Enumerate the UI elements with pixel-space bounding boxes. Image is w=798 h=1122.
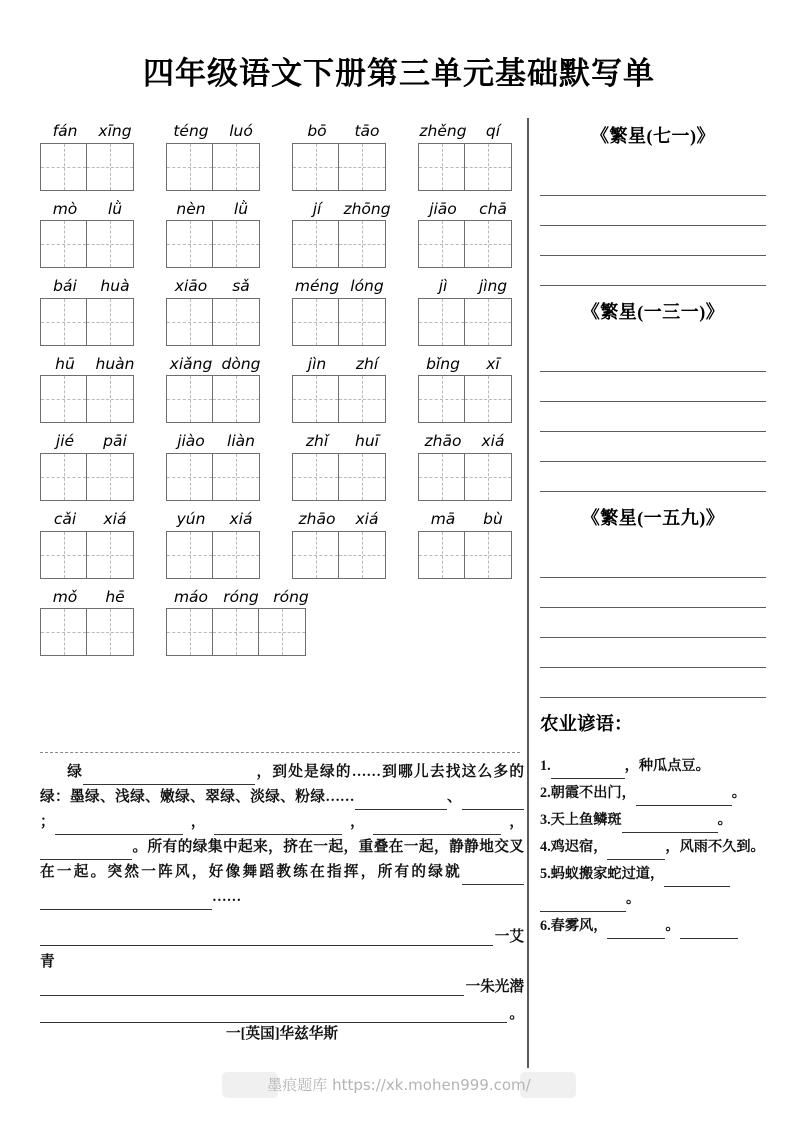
tianzige-boxes[interactable] (40, 531, 134, 579)
attribution-line-1 (40, 925, 524, 946)
word-group (40, 200, 140, 269)
proverb-text: 。 (665, 918, 680, 934)
pinyin-syllable: luó (229, 122, 253, 140)
writing-line[interactable] (540, 342, 766, 372)
poem-title: 《繁星(一五九)》 (581, 508, 725, 528)
word-group (292, 510, 392, 579)
tianzige-boxes[interactable] (292, 220, 386, 268)
tianzige-cell[interactable] (465, 376, 511, 422)
pinyin-syllable: liàn (227, 432, 255, 451)
pinyin-row (40, 588, 520, 657)
tianzige-boxes[interactable] (40, 375, 134, 423)
tianzige-cell[interactable] (259, 609, 305, 655)
pinyin-syllable: jì (438, 277, 448, 296)
tianzige-boxes[interactable] (418, 375, 512, 423)
word-group (40, 355, 140, 424)
tianzige-cell[interactable] (41, 454, 87, 500)
pinyin-syllable: bǐng (426, 354, 460, 373)
tianzige-cell[interactable] (419, 376, 465, 422)
pinyin-syllable: xīng (98, 122, 132, 140)
proverb-number: 6. (540, 918, 551, 934)
fill-blank[interactable] (462, 868, 524, 885)
fill-blank[interactable] (551, 763, 625, 779)
writing-line[interactable] (540, 548, 766, 578)
tianzige-cell[interactable] (293, 144, 339, 190)
tianzige-boxes[interactable] (418, 531, 512, 579)
pinyin-syllable: tāo (354, 122, 380, 140)
pinyin-syllable: chā (479, 199, 507, 218)
tianzige-cell[interactable] (41, 376, 87, 422)
word-group (40, 432, 140, 501)
watermark-text: 墨痕题库 https://xk.mohen999.com/ (267, 1076, 531, 1094)
tianzige-boxes[interactable] (166, 220, 260, 268)
pinyin-syllable: róng (273, 587, 309, 606)
author-name-continued: 青 (40, 954, 55, 970)
pinyin-syllable: xiá (103, 509, 127, 528)
writing-line[interactable] (540, 668, 766, 698)
pinyin-syllable: zhí (355, 354, 379, 373)
proverb-text: 鸡迟宿， (550, 839, 608, 855)
poem-title: 《繁星(七一)》 (591, 126, 715, 146)
tianzige-cell[interactable] (41, 299, 87, 345)
tianzige-cell[interactable] (339, 299, 385, 345)
tianzige-cell[interactable] (213, 609, 259, 655)
word-group (418, 122, 518, 191)
tianzige-cell[interactable] (41, 609, 87, 655)
tianzige-cell[interactable] (293, 454, 339, 500)
proverb-text: ，种瓜点豆。 (624, 758, 710, 774)
pinyin-syllable: zhāo (298, 509, 336, 528)
tianzige-cell[interactable] (167, 609, 213, 655)
tianzige-cell[interactable] (293, 532, 339, 578)
tianzige-cell[interactable] (419, 144, 465, 190)
word-group (418, 277, 518, 346)
word-group (292, 355, 392, 424)
tianzige-cell[interactable] (419, 299, 465, 345)
word-group (40, 277, 140, 346)
tianzige-boxes[interactable] (166, 608, 306, 656)
writing-line[interactable] (540, 226, 766, 256)
writing-lines-group (540, 548, 766, 698)
pinyin-syllable: lóng (350, 277, 384, 296)
tianzige-boxes[interactable] (292, 298, 386, 346)
pinyin-syllable: xiǎng (169, 354, 213, 373)
pinyin-syllable: mǒ (52, 587, 78, 606)
proverb-number: 4. (540, 839, 551, 855)
proverb-item (540, 914, 766, 939)
writing-line[interactable] (540, 608, 766, 638)
tianzige-cell[interactable] (87, 299, 133, 345)
writing-line[interactable] (540, 402, 766, 432)
pinyin-syllable: jiào (177, 432, 205, 451)
pinyin-syllable: bù (483, 509, 503, 528)
writing-line[interactable] (540, 372, 766, 402)
tianzige-boxes[interactable] (40, 608, 134, 656)
tianzige-cell[interactable] (465, 454, 511, 500)
pinyin-syllable: mā (430, 509, 456, 528)
tianzige-cell[interactable] (339, 454, 385, 500)
proverb-text: 。 (731, 785, 746, 801)
proverb-item (540, 862, 766, 912)
pinyin-syllable: lǜ (233, 199, 249, 218)
pinyin-syllable: qí (485, 122, 501, 140)
tianzige-cell[interactable] (293, 221, 339, 267)
fill-blank[interactable] (607, 923, 665, 939)
tianzige-cell[interactable] (339, 221, 385, 267)
pinyin-syllable: jí (312, 199, 322, 218)
word-group (40, 588, 140, 657)
tianzige-boxes[interactable] (40, 143, 134, 191)
fill-blank[interactable] (214, 818, 342, 835)
proverb-text: ，风雨不久到。 (665, 839, 765, 855)
tianzige-cell[interactable] (87, 454, 133, 500)
fill-blank[interactable] (355, 793, 447, 810)
fill-blank[interactable] (40, 929, 493, 946)
pinyin-syllable: lǜ (107, 199, 123, 218)
tianzige-cell[interactable] (419, 221, 465, 267)
author-name: 一朱光潜 (465, 979, 524, 995)
word-group (166, 122, 266, 191)
pinyin-row (40, 355, 520, 424)
paragraph-segment: ； (40, 814, 55, 830)
proverb-text: 蚂蚁搬家蛇过道， (550, 866, 665, 882)
tianzige-cell[interactable] (167, 299, 213, 345)
sentence-period: 。 (509, 1006, 524, 1022)
pinyin-syllable: xī (486, 354, 500, 373)
writing-line[interactable] (540, 256, 766, 286)
paragraph-segment: 、 (446, 789, 462, 805)
dashed-separator (40, 752, 520, 753)
pinyin-syllable: máo (173, 587, 209, 606)
fill-blank[interactable] (540, 896, 626, 912)
recitation-section (540, 122, 766, 941)
pinyin-syllable: huàn (95, 354, 135, 373)
attribution-line-1-continued (40, 950, 524, 971)
fill-blank[interactable] (373, 818, 501, 835)
attribution-line-2 (40, 975, 524, 996)
tianzige-cell[interactable] (167, 454, 213, 500)
pinyin-syllable: hē (105, 587, 125, 606)
tianzige-cell[interactable] (167, 532, 213, 578)
author-name: 一艾 (494, 929, 524, 945)
proverb-item (540, 808, 766, 833)
fill-blank[interactable] (636, 790, 732, 806)
fill-blank[interactable] (83, 768, 255, 785)
pinyin-syllable: fán (52, 122, 78, 140)
paragraph-segment: 绿 (66, 764, 84, 780)
word-group (166, 355, 266, 424)
pinyin-syllable: jié (55, 432, 75, 451)
tianzige-boxes[interactable] (418, 220, 512, 268)
tianzige-cell[interactable] (339, 144, 385, 190)
proverb-number: 3. (540, 812, 551, 828)
tianzige-cell[interactable] (339, 376, 385, 422)
pinyin-row (40, 432, 520, 501)
proverbs-heading: 农业谚语： (540, 715, 633, 735)
tianzige-boxes[interactable] (166, 531, 260, 579)
tianzige-boxes[interactable] (40, 298, 134, 346)
proverb-text: 春雾风， (550, 918, 608, 934)
tianzige-boxes[interactable] (166, 298, 260, 346)
writing-line[interactable] (540, 432, 766, 462)
tianzige-cell[interactable] (87, 532, 133, 578)
pinyin-syllable: xiá (355, 509, 379, 528)
word-group (418, 200, 518, 269)
writing-line[interactable] (540, 462, 766, 492)
pinyin-syllable: huà (100, 277, 130, 296)
word-group (292, 277, 392, 346)
word-group (166, 510, 266, 579)
tianzige-boxes[interactable] (292, 375, 386, 423)
tianzige-cell[interactable] (213, 532, 259, 578)
pinyin-syllable: bái (53, 277, 77, 296)
fill-blank[interactable] (55, 818, 183, 835)
tianzige-cell[interactable] (167, 376, 213, 422)
paragraph-segment: ， (501, 814, 524, 830)
pinyin-syllable: téng (173, 122, 209, 140)
fill-blank[interactable] (40, 843, 132, 860)
tianzige-cell[interactable] (339, 532, 385, 578)
pinyin-syllable: méng (294, 277, 340, 296)
poem-title: 《繁星(一三一)》 (581, 302, 725, 322)
pinyin-syllable: mò (52, 199, 78, 218)
fill-blank[interactable] (462, 793, 524, 810)
pinyin-syllable: sǎ (232, 277, 250, 296)
tianzige-boxes[interactable] (292, 143, 386, 191)
fill-blank[interactable] (40, 979, 464, 996)
pinyin-syllable: zhōng (343, 199, 391, 218)
pinyin-grid-section (40, 122, 520, 665)
pinyin-syllable: huī (355, 432, 379, 451)
proverb-number: 5. (540, 866, 551, 882)
column-divider (527, 118, 529, 1068)
pinyin-syllable: zhěng (419, 122, 467, 140)
pinyin-syllable: dòng (221, 354, 261, 373)
proverb-text: 。 (717, 812, 732, 828)
proverb-item (540, 754, 766, 779)
tianzige-cell[interactable] (87, 376, 133, 422)
tianzige-boxes[interactable] (166, 453, 260, 501)
paragraph-segment: ， (341, 814, 374, 830)
proverb-number: 1. (540, 758, 551, 774)
paragraph-segment: …… (212, 889, 242, 905)
paragraph-segment: ，到处是绿的……到哪儿去找这么多的绿：墨绿、浅绿、嫩绿、翠绿、淡绿、粉绿…… (40, 764, 524, 805)
tianzige-cell[interactable] (419, 454, 465, 500)
tianzige-boxes[interactable] (40, 453, 134, 501)
tianzige-cell[interactable] (465, 144, 511, 190)
pinyin-syllable: zhǐ (305, 432, 329, 451)
word-group (166, 588, 316, 657)
pinyin-syllable: xiá (481, 432, 505, 451)
tianzige-cell[interactable] (87, 609, 133, 655)
tianzige-cell[interactable] (41, 144, 87, 190)
pinyin-syllable: hū (55, 354, 75, 373)
fill-blank[interactable] (680, 923, 738, 939)
tianzige-cell[interactable] (213, 299, 259, 345)
word-group (166, 277, 266, 346)
tianzige-cell[interactable] (167, 144, 213, 190)
tianzige-cell[interactable] (465, 532, 511, 578)
tianzige-cell[interactable] (293, 376, 339, 422)
tianzige-cell[interactable] (87, 221, 133, 267)
word-group (292, 200, 392, 269)
pinyin-syllable: jìn (307, 354, 327, 373)
tianzige-cell[interactable] (465, 299, 511, 345)
tianzige-boxes[interactable] (292, 453, 386, 501)
word-group (166, 200, 266, 269)
fill-blank[interactable] (607, 844, 665, 860)
writing-line[interactable] (540, 638, 766, 668)
tianzige-cell[interactable] (213, 221, 259, 267)
fill-blank[interactable] (40, 893, 212, 910)
writing-line[interactable] (540, 166, 766, 196)
tianzige-boxes[interactable] (418, 298, 512, 346)
tianzige-boxes[interactable] (166, 375, 260, 423)
proverbs-list (540, 754, 766, 939)
tianzige-cell[interactable] (213, 454, 259, 500)
proverb-text: 朝霞不出门， (550, 785, 636, 801)
pinyin-row (40, 277, 520, 346)
word-group (292, 432, 392, 501)
pinyin-syllable: xiá (229, 509, 253, 528)
pinyin-syllable: nèn (176, 199, 206, 218)
pinyin-syllable: cǎi (53, 509, 77, 528)
proverb-text: 天上鱼鳞斑 (550, 812, 622, 828)
word-group (166, 432, 266, 501)
proverb-number: 2. (540, 785, 551, 801)
proverb-item (540, 835, 766, 860)
pinyin-row (40, 510, 520, 579)
word-group (40, 510, 140, 579)
tianzige-cell[interactable] (41, 532, 87, 578)
writing-line[interactable] (540, 578, 766, 608)
pinyin-syllable: xiāo (174, 277, 208, 296)
fill-blank[interactable] (622, 817, 718, 833)
tianzige-cell[interactable] (213, 144, 259, 190)
tianzige-boxes[interactable] (418, 143, 512, 191)
word-group (418, 355, 518, 424)
pinyin-syllable: róng (223, 587, 259, 606)
writing-lines-group (540, 342, 766, 492)
tianzige-cell[interactable] (87, 144, 133, 190)
tianzige-boxes[interactable] (418, 453, 512, 501)
fill-blank[interactable] (40, 1006, 507, 1023)
word-group (40, 122, 140, 191)
attribution-line-3 (40, 1002, 524, 1023)
proverb-item (540, 781, 766, 806)
pinyin-syllable: jiāo (429, 199, 457, 218)
paragraph-segment: 。所有的绿集中起来，挤在一起，重叠在一起，静静地交叉在一起。突然一阵风，好像舞蹈教练在指挥，所有的绿就 (40, 839, 524, 880)
writing-line[interactable] (540, 196, 766, 226)
tianzige-cell[interactable] (293, 299, 339, 345)
page-title: 四年级语文下册第三单元基础默写单 (143, 56, 655, 91)
pinyin-syllable: jìng (478, 277, 508, 296)
pinyin-row (40, 200, 520, 269)
fill-blank[interactable] (664, 871, 730, 887)
tianzige-boxes[interactable] (40, 220, 134, 268)
pinyin-syllable: zhāo (424, 432, 462, 451)
pinyin-row (40, 122, 520, 191)
word-group (418, 510, 518, 579)
tianzige-cell[interactable] (419, 532, 465, 578)
paragraph-segment: ， (182, 814, 214, 830)
tianzige-boxes[interactable] (292, 531, 386, 579)
cloze-paragraph (40, 760, 524, 910)
word-group (418, 432, 518, 501)
tianzige-cell[interactable] (465, 221, 511, 267)
tianzige-boxes[interactable] (166, 143, 260, 191)
tianzige-cell[interactable] (41, 221, 87, 267)
author-name: 一[英国]华兹华斯 (226, 1026, 338, 1042)
writing-lines-group (540, 166, 766, 286)
tianzige-cell[interactable] (167, 221, 213, 267)
pinyin-syllable: yún (176, 509, 206, 528)
tianzige-cell[interactable] (213, 376, 259, 422)
proverb-text: 。 (626, 891, 641, 907)
word-group (292, 122, 392, 191)
pinyin-syllable: bō (307, 122, 327, 140)
pinyin-syllable: pāi (103, 432, 127, 451)
